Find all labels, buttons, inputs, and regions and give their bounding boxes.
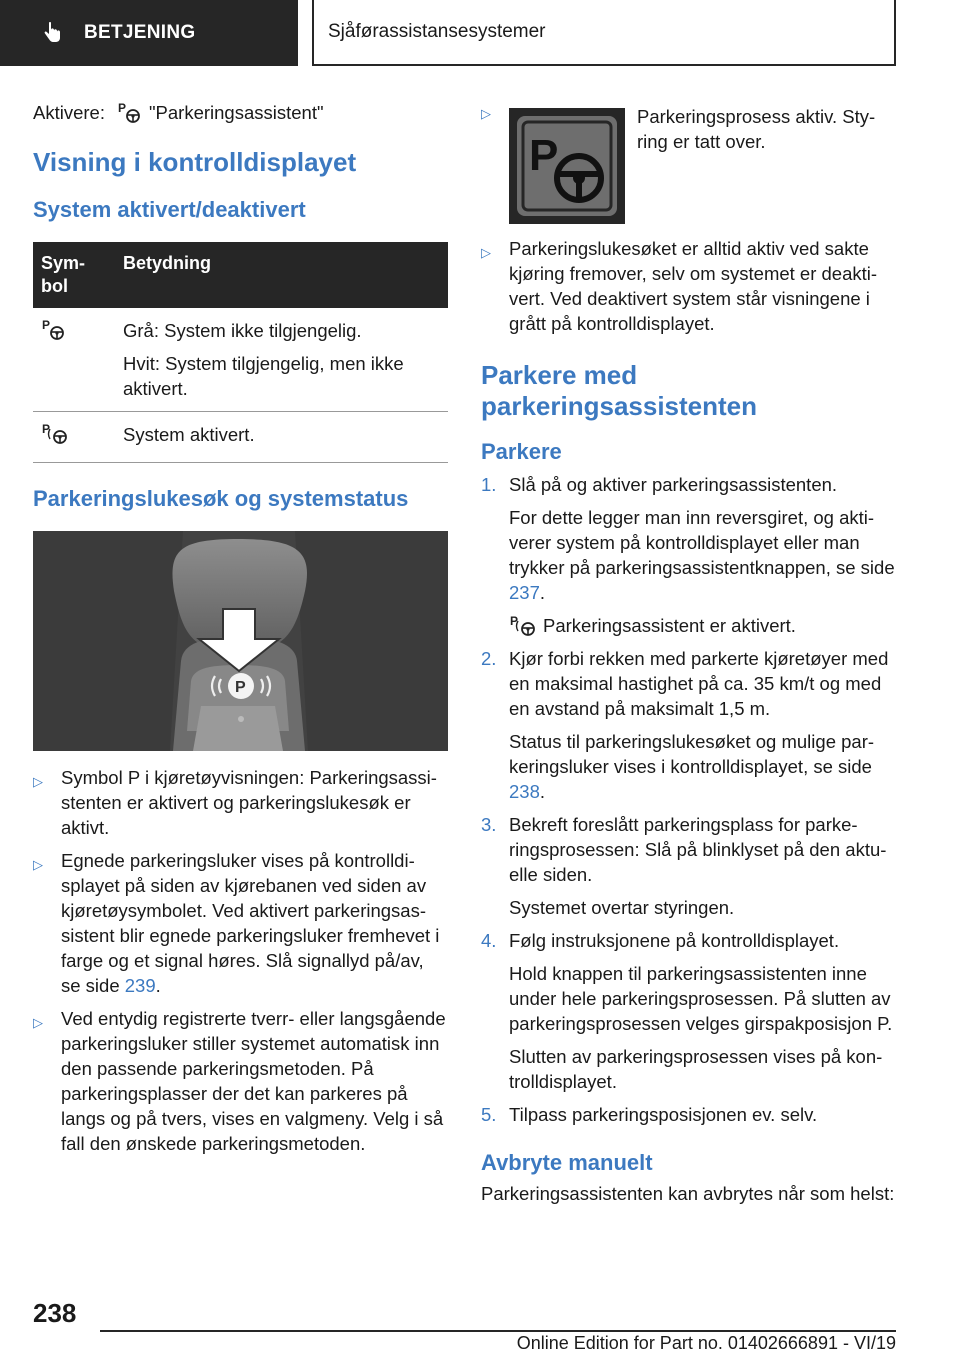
bullet-item (481, 100, 896, 228)
svg-text:P: P (42, 318, 51, 332)
triangle-bullet-icon: ▷ (33, 1015, 43, 1030)
table-header (33, 242, 448, 308)
triangle-bullet-icon: ▷ (33, 857, 43, 872)
page-link-238[interactable]: 238 (509, 781, 540, 802)
table-row (33, 308, 448, 412)
step-number: 1. (481, 474, 497, 495)
process-text: Parkeringsprosess aktiv. Styring er tatt over. (637, 106, 876, 152)
parking-assistant-icon (117, 101, 143, 125)
chapter-header (312, 0, 896, 66)
bullet-text-end: . (155, 975, 161, 996)
step-detail: For dette legger man inn reversgiret, og aktiverer system på kontrolldisplayet eller man trykker på parkeringsassistentknappen, se side 237. (509, 507, 895, 603)
heading-system: System aktivert/deaktivert (33, 197, 306, 222)
activate-line (33, 100, 448, 125)
svg-text:P: P (117, 100, 126, 115)
bullet-item (33, 1006, 448, 1156)
hand-pointer-icon (40, 21, 64, 45)
step-detail: Systemet overtar styringen. (509, 897, 735, 918)
col-symbol-header: Sym- bol (33, 242, 115, 308)
page-link-239[interactable]: 239 (124, 975, 156, 996)
activate-value: "Parkeringsassistent" (148, 102, 324, 123)
bullet-text: Symbol P i kjøretøyvisningen: Parkeringsassistenten er aktivert og parkeringslukesøk er aktivt. (61, 767, 437, 838)
section-tab (0, 0, 298, 66)
col-meaning-header: Betydning (115, 242, 448, 308)
step-3 (481, 812, 896, 920)
step-1 (481, 472, 896, 638)
step-5 (481, 1102, 896, 1127)
bullet-item (33, 765, 448, 840)
right-column (481, 100, 896, 1206)
bullet-item (481, 236, 896, 336)
activate-label: Aktivere: (33, 102, 105, 123)
symbol-cell (33, 412, 115, 463)
heading-display: Visning i kontrolldisplayet (33, 147, 357, 177)
edition-text: Online Edition for Part no. 01402666891 - VI/19 (516, 1333, 896, 1353)
svg-text:P: P (42, 422, 51, 436)
step-number: 3. (481, 814, 497, 835)
step-4 (481, 928, 896, 1094)
step-detail: Status til parkeringslukesøket og mulige parkeringsluker vises i kontrolldisplayet, se side 238. (509, 731, 875, 802)
step-detail: Slutten av parkeringsprosessen vises på kontrolldisplayet. (509, 1046, 883, 1092)
triangle-bullet-icon: ▷ (481, 245, 491, 260)
triangle-bullet-icon: ▷ (33, 774, 43, 789)
meaning-cell: System aktivert. (115, 412, 448, 463)
bullet-text: Egnede parkeringsluker vises på kontrolldisplayet på siden av kjørebanen ved siden av kjøretøysymbolet. Ved aktivert parkeringsassistent blir egnede parkeringsluker fremhevet i farge og et signal høres. Slå signallyd på/av, se side (61, 850, 440, 996)
svg-text:P: P (529, 131, 559, 180)
abort-text: Parkeringsassistenten kan avbrytes når som helst: (481, 1183, 895, 1204)
step-number: 4. (481, 930, 497, 951)
step-detail: Hold knappen til parkeringsassistenten inne under hele parkeringsprosessen. På slutten av parkeringsprosessen velges girspakposisjon P. (509, 963, 893, 1034)
footer-divider (100, 1330, 896, 1332)
parking-assistant-active-icon (41, 422, 71, 446)
heading-park: Parkere med parkeringsassistenten (481, 360, 758, 421)
heading-search: Parkeringslukesøk og systemstatus (33, 486, 409, 511)
meaning-cell (115, 308, 448, 412)
parking-assistant-active-icon (509, 614, 539, 638)
svg-text:P: P (510, 613, 519, 628)
step-number: 2. (481, 648, 497, 669)
bullet-text: Ved entydig registrerte tverr- eller langsgående parkeringsluker stiller systemet automatisk inn den passende parkeringsmetoden. På parkeringsplasser der det kan parkeres på langs og på tvers, vises en valgmeny. Velg i så fall den ønskede parkeringsmetoden. (61, 1008, 446, 1154)
parking-process-icon (509, 108, 625, 224)
step-2 (481, 646, 896, 804)
left-column (33, 100, 448, 1156)
step-text: Slå på og aktiver parkeringsassistenten. (509, 474, 838, 495)
step-icon-line (509, 613, 896, 638)
step-text: Bekreft foreslått parkeringsplass for parkeringsprosessen: Slå på blinklyset på den aktuelle siden. (509, 814, 887, 885)
bullet-item (33, 848, 448, 998)
section-title: BETJENING (84, 22, 196, 43)
heading-parkere: Parkere (481, 439, 562, 464)
parking-assistant-icon (41, 318, 67, 342)
triangle-bullet-icon: ▷ (481, 106, 491, 121)
step-text: Kjør forbi rekken med parkerte kjøretøyer med en maksimal hastighet på ca. 35 km/t og med en avstand på maksimalt 1,5 m. (509, 648, 889, 719)
bullet-text: Parkeringslukesøket er alltid aktiv ved sakte kjøring fremover, selv om systemet er deaktivert. Ved deaktivert system står visningene i grått på kontrolldisplayet. (509, 238, 878, 334)
svg-text:P: P (235, 679, 246, 696)
meaning-grey: Grå: System ikke tilgjengelig. (123, 320, 362, 341)
step-text: Tilpass parkeringsposisjonen ev. selv. (509, 1104, 818, 1125)
icon-caption: Parkeringsassistent er aktivert. (543, 615, 796, 636)
heading-abort: Avbryte manuelt (481, 1150, 653, 1175)
parking-search-illustration (33, 531, 448, 751)
table-row (33, 412, 448, 463)
meaning-white: Hvit: System tilgjengelig, men ikke aktivert. (123, 353, 404, 399)
symbol-cell (33, 308, 115, 412)
chapter-title: Sjåførassistansesystemer (328, 21, 546, 42)
step-number: 5. (481, 1104, 497, 1125)
symbol-table (33, 242, 448, 463)
step-text: Følg instruksjonene på kontrolldisplayet. (509, 930, 840, 951)
page-link-237[interactable]: 237 (509, 582, 540, 603)
page-number: 238 (33, 1298, 77, 1328)
